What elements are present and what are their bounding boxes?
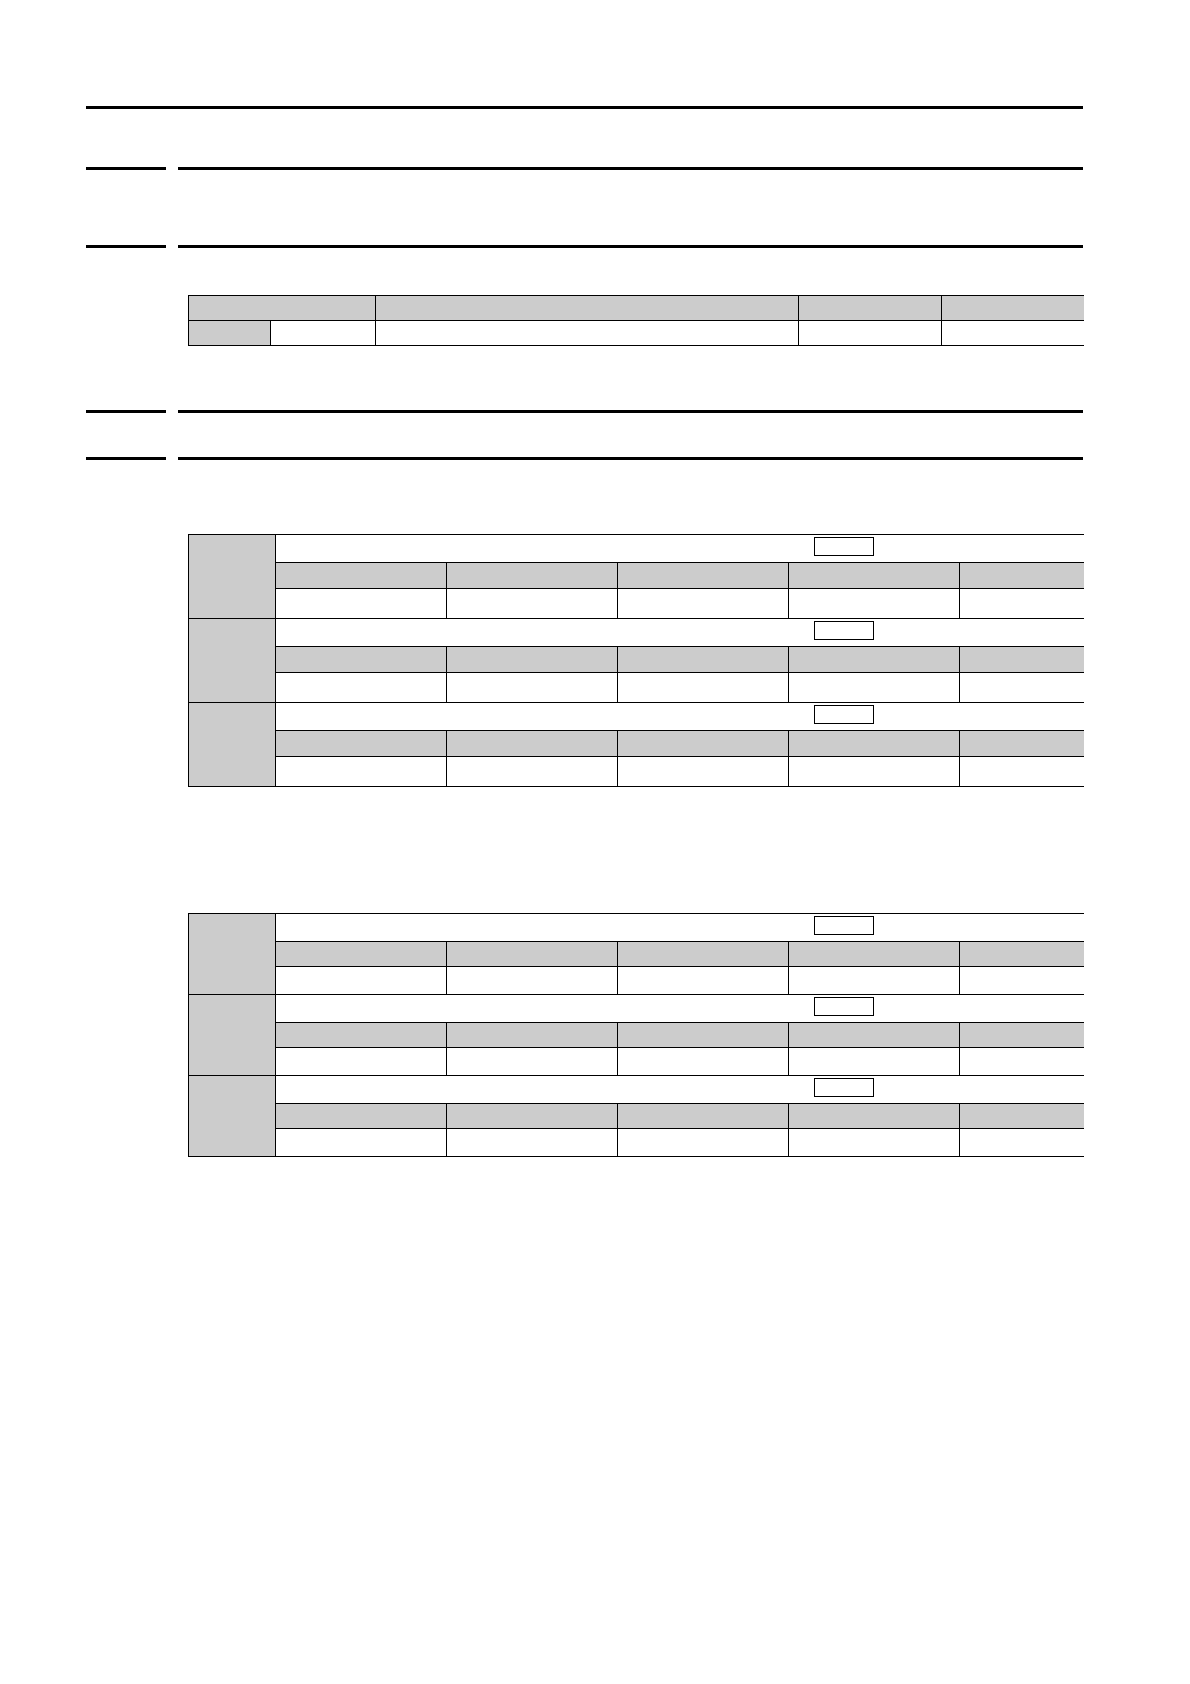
table-cell	[789, 1129, 960, 1157]
table-row	[189, 672, 1084, 702]
table-header-cell	[789, 1103, 960, 1129]
table-row	[189, 756, 1084, 786]
group-title-row	[189, 703, 1084, 731]
table-header-cell	[447, 731, 618, 756]
table-header-cell	[789, 941, 960, 967]
table-cell	[960, 756, 1084, 786]
table-cell	[960, 967, 1084, 995]
table-row	[189, 1048, 1084, 1076]
table-header-row	[189, 731, 1084, 756]
table-cell	[618, 588, 789, 618]
table-header-cell	[789, 731, 960, 756]
table-header-cell	[276, 563, 447, 588]
table-header-cell	[960, 941, 1084, 967]
group-label	[189, 619, 276, 703]
table-cell	[789, 672, 960, 702]
classification-box	[814, 916, 874, 935]
table-row	[189, 588, 1084, 618]
table-cell	[276, 672, 447, 702]
section-rule-left	[86, 167, 166, 170]
table-cell	[447, 588, 618, 618]
group-title-row	[189, 1076, 1084, 1104]
table-cell	[618, 672, 789, 702]
table-row	[189, 321, 1084, 346]
table-header-cell	[447, 1022, 618, 1048]
table-header-cell	[618, 563, 789, 588]
group-title-row	[189, 619, 1084, 647]
table-header-cell	[447, 563, 618, 588]
table-cell	[789, 967, 960, 995]
classification-box	[814, 1078, 874, 1097]
table-header-cell	[376, 296, 799, 321]
table-cell	[618, 967, 789, 995]
table-cell	[799, 321, 942, 346]
table-row	[189, 1129, 1084, 1157]
table-header-row	[189, 296, 1084, 321]
section-rule-right	[178, 245, 1083, 248]
table-cell	[189, 321, 271, 346]
table-cell	[789, 588, 960, 618]
table-header-cell	[276, 731, 447, 756]
table-cell	[447, 756, 618, 786]
table-header-row	[189, 941, 1084, 967]
group-title-row	[189, 535, 1084, 563]
section-rule-right	[178, 457, 1083, 460]
section-rule-left	[86, 245, 166, 248]
group-label	[189, 914, 276, 995]
table-cell	[447, 1129, 618, 1157]
table-header-cell	[960, 1022, 1084, 1048]
classification-box	[814, 705, 874, 724]
table-cell	[376, 321, 799, 346]
table-header-cell	[618, 1103, 789, 1129]
table-cell	[276, 756, 447, 786]
classification-box	[814, 621, 874, 640]
table-row	[189, 967, 1084, 995]
table-cell	[276, 1048, 447, 1076]
table-cell	[276, 588, 447, 618]
table-header-cell	[942, 296, 1084, 321]
table-cell	[942, 321, 1084, 346]
table-cell	[447, 672, 618, 702]
table-header-row	[189, 563, 1084, 588]
table-cell	[618, 756, 789, 786]
table-cell	[789, 756, 960, 786]
parameter-table	[188, 295, 1084, 346]
group-title	[276, 1076, 1084, 1104]
table-header-cell	[618, 941, 789, 967]
section-rule-left	[86, 410, 166, 413]
table-cell	[447, 1048, 618, 1076]
table-header-cell	[276, 1022, 447, 1048]
table-header-cell	[189, 296, 376, 321]
table-cell	[276, 1129, 447, 1157]
table-cell	[789, 1048, 960, 1076]
group-label	[189, 1076, 276, 1157]
table-cell	[960, 588, 1084, 618]
group-title	[276, 995, 1084, 1023]
table-header-cell	[276, 647, 447, 672]
table-header-cell	[276, 941, 447, 967]
table-cell	[618, 1129, 789, 1157]
classification-box	[814, 997, 874, 1016]
table-cell	[960, 1048, 1084, 1076]
group-title-row	[189, 914, 1084, 942]
section-rule-right	[178, 410, 1083, 413]
table-cell	[271, 321, 376, 346]
group-title	[276, 703, 1084, 731]
table-cell	[960, 672, 1084, 702]
classification-box	[814, 537, 874, 556]
table-header-cell	[799, 296, 942, 321]
table-header-cell	[618, 647, 789, 672]
table-header-cell	[447, 647, 618, 672]
table-header-cell	[960, 1103, 1084, 1129]
table-header-cell	[789, 563, 960, 588]
table-header-row	[189, 647, 1084, 672]
group-label	[189, 703, 276, 787]
table-cell	[960, 1129, 1084, 1157]
table-header-row	[189, 1022, 1084, 1048]
table-header-cell	[789, 647, 960, 672]
table-header-cell	[618, 731, 789, 756]
group-title	[276, 535, 1084, 563]
table-header-cell	[447, 941, 618, 967]
table-header-cell	[789, 1022, 960, 1048]
table-cell	[618, 1048, 789, 1076]
table-cell	[276, 967, 447, 995]
group-label	[189, 995, 276, 1076]
group-title-row	[189, 995, 1084, 1023]
table-header-cell	[447, 1103, 618, 1129]
table-header-cell	[960, 731, 1084, 756]
parameter-group-table	[188, 913, 1084, 1157]
table-header-cell	[960, 563, 1084, 588]
section-rule-right	[178, 167, 1083, 170]
table-cell	[447, 967, 618, 995]
section-rule-left	[86, 457, 166, 460]
table-header-row	[189, 1103, 1084, 1129]
group-title	[276, 914, 1084, 942]
table-header-cell	[960, 647, 1084, 672]
group-label	[189, 535, 276, 619]
table-header-cell	[276, 1103, 447, 1129]
group-title	[276, 619, 1084, 647]
header-rule	[86, 106, 1083, 109]
table-header-cell	[618, 1022, 789, 1048]
parameter-group-table	[188, 534, 1084, 787]
